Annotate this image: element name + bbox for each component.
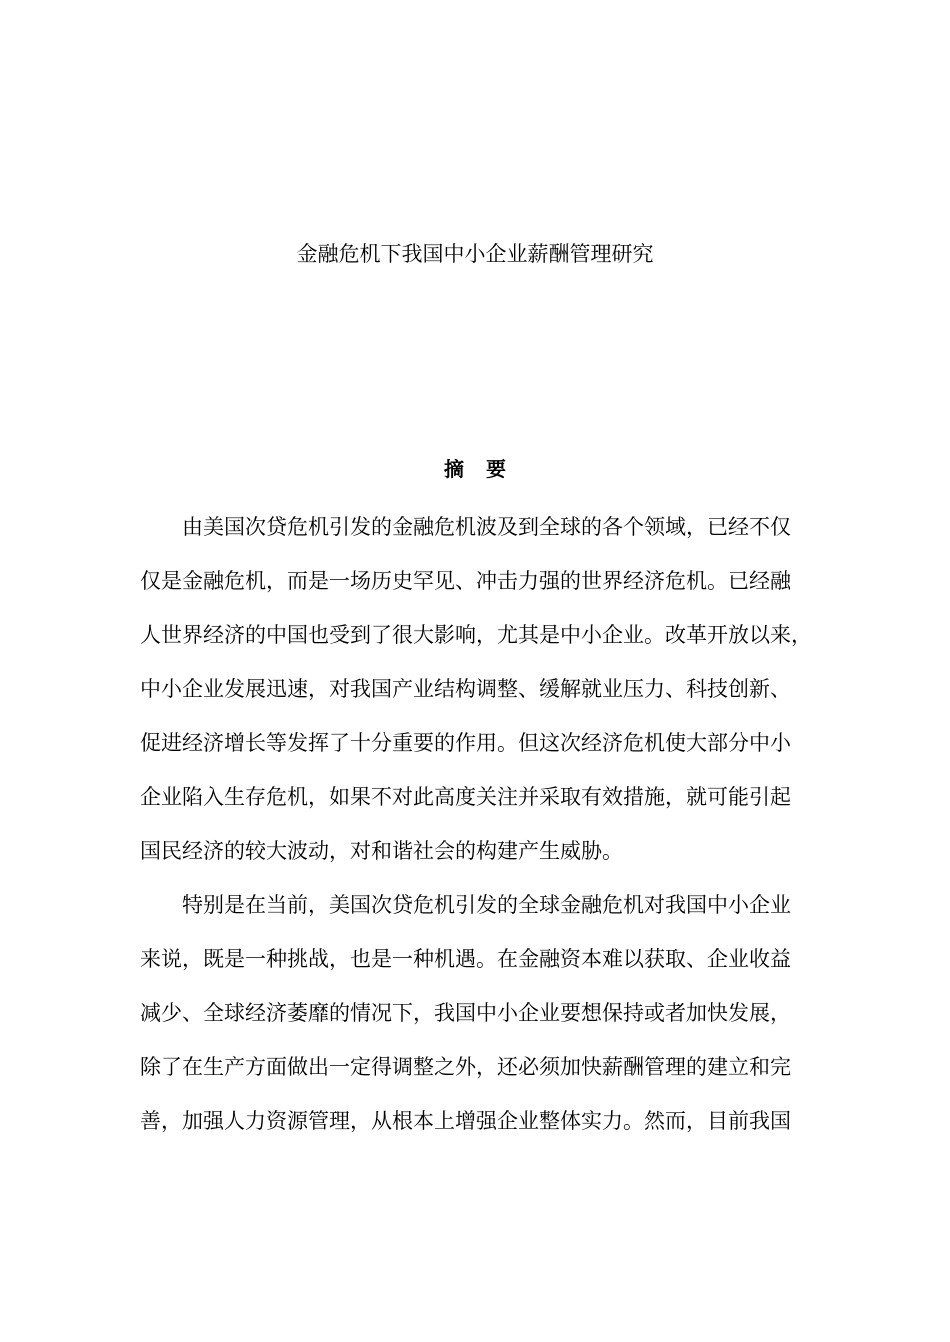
text-line: 善，加强人力资源管理，从根本上增强企业整体实力。然而，目前我国 bbox=[140, 1109, 791, 1133]
text-line: 国民经济的较大波动，对和谐社会的构建产生威胁。 bbox=[140, 839, 623, 863]
abstract-heading: 摘要 bbox=[444, 457, 528, 481]
text-line: 由美国次贷危机引发的金融危机波及到全球的各个领域，已经不仅 bbox=[182, 515, 791, 539]
document-title: 金融危机下我国中小企业薪酬管理研究 bbox=[296, 242, 654, 266]
text-line: 减少、全球经济萎靡的情况下，我国中小企业要想保持或者加快发展， bbox=[140, 1001, 791, 1025]
text-line: 人世界经济的中国也受到了很大影响，尤其是中小企业。改革开放以来， bbox=[140, 623, 812, 647]
text-line: 除了在生产方面做出一定得调整之外，还必须加快薪酬管理的建立和完 bbox=[140, 1055, 791, 1079]
paragraph-2 bbox=[140, 878, 830, 1148]
abstract-body bbox=[140, 500, 830, 1148]
text-line: 中小企业发展迅速，对我国产业结构调整、缓解就业压力、科技创新、 bbox=[140, 677, 791, 701]
text-line: 促进经济增长等发挥了十分重要的作用。但这次经济危机使大部分中小 bbox=[140, 731, 791, 755]
text-line: 仅是金融危机，而是一场历史罕见、冲击力强的世界经济危机。已经融 bbox=[140, 569, 791, 593]
paragraph-1 bbox=[140, 500, 830, 878]
text-line: 企业陷入生存危机，如果不对此高度关注并采取有效措施，就可能引起 bbox=[140, 785, 791, 809]
text-line: 特别是在当前，美国次贷危机引发的全球金融危机对我国中小企业 bbox=[182, 893, 791, 917]
text-line: 来说，既是一种挑战，也是一种机遇。在金融资本难以获取、企业收益 bbox=[140, 947, 791, 971]
